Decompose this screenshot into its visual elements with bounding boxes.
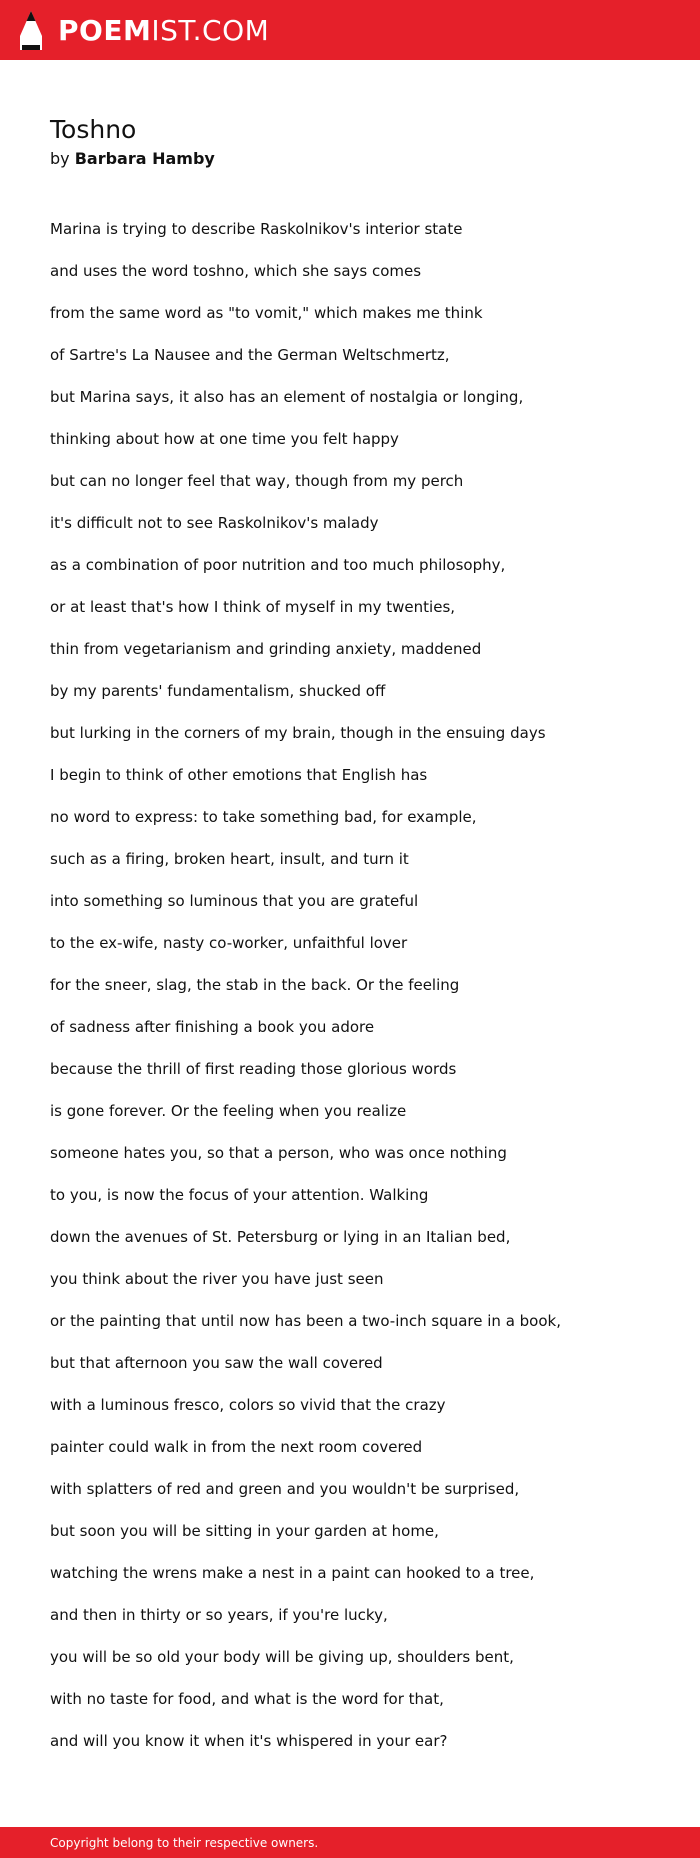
- poem-line: by my parents' fundamentalism, shucked off: [50, 682, 386, 700]
- poem-line: but can no longer feel that way, though from my perch: [50, 472, 464, 490]
- poem-line: but that afternoon you saw the wall covered: [50, 1354, 383, 1372]
- poem-line: watching the wrens make a nest in a paint can hooked to a tree,: [50, 1564, 535, 1582]
- poem-line: with a luminous fresco, colors so vivid that the crazy: [50, 1396, 446, 1414]
- poem-title: Toshno: [50, 115, 137, 144]
- poem-line: you will be so old your body will be giving up, shoulders bent,: [50, 1648, 514, 1666]
- copyright-text: Copyright belong to their respective owners.: [50, 1836, 319, 1850]
- poem-line: such as a firing, broken heart, insult, and turn it: [50, 850, 409, 868]
- logo-bold-text: POEM: [58, 14, 152, 47]
- logo-rest-text: IST.COM: [151, 14, 270, 47]
- poem-line: thin from vegetarianism and grinding anxiety, maddened: [50, 640, 482, 658]
- poem-line: or the painting that until now has been a two-inch square in a book,: [50, 1312, 561, 1330]
- poem-line: to you, is now the focus of your attention. Walking: [50, 1186, 429, 1204]
- poem-line: it's difficult not to see Raskolnikov's malady: [50, 514, 379, 532]
- by-label: by: [50, 149, 70, 168]
- poem-line: of sadness after finishing a book you adore: [50, 1018, 375, 1036]
- poem-line: down the avenues of St. Petersburg or lying in an Italian bed,: [50, 1228, 511, 1246]
- poem-line: Marina is trying to describe Raskolnikov's interior state: [50, 220, 463, 238]
- site-logo-link[interactable]: [18, 10, 269, 52]
- poem-line: or at least that's how I think of myself in my twenties,: [50, 598, 456, 616]
- poem-line: painter could walk in from the next room covered: [50, 1438, 423, 1456]
- pencil-icon: [18, 10, 44, 52]
- poem-line: with splatters of red and green and you wouldn't be surprised,: [50, 1480, 520, 1498]
- poem-line: I begin to think of other emotions that English has: [50, 766, 428, 784]
- poem-line: from the same word as "to vomit," which makes me think: [50, 304, 483, 322]
- site-footer: [0, 1827, 700, 1858]
- poem-line: to the ex-wife, nasty co-worker, unfaithful lover: [50, 934, 408, 952]
- site-logo-text: [58, 14, 270, 47]
- poem-line: but soon you will be sitting in your garden at home,: [50, 1522, 439, 1540]
- poem-line: is gone forever. Or the feeling when you realize: [50, 1102, 407, 1120]
- author-link[interactable]: Barbara Hamby: [74, 149, 215, 168]
- poem-line: for the sneer, slag, the stab in the back. Or the feeling: [50, 976, 460, 994]
- poem-line: but Marina says, it also has an element of nostalgia or longing,: [50, 388, 524, 406]
- poem-line: as a combination of poor nutrition and too much philosophy,: [50, 556, 506, 574]
- poem-line: of Sartre's La Nausee and the German Weltschmertz,: [50, 346, 450, 364]
- poem-body: [50, 215, 660, 1769]
- poem-heading: [50, 112, 650, 170]
- poem-line: someone hates you, so that a person, who was once nothing: [50, 1144, 507, 1162]
- poem-line: and uses the word toshno, which she says comes: [50, 262, 422, 280]
- poem-line: and then in thirty or so years, if you're lucky,: [50, 1606, 388, 1624]
- poem-line: and will you know it when it's whispered in your ear?: [50, 1732, 448, 1750]
- site-header: [0, 0, 700, 60]
- poem-byline: [50, 148, 650, 170]
- poem-line: no word to express: to take something bad, for example,: [50, 808, 477, 826]
- poem-line: you think about the river you have just seen: [50, 1270, 384, 1288]
- poem-line: thinking about how at one time you felt happy: [50, 430, 399, 448]
- poem-line: because the thrill of first reading those glorious words: [50, 1060, 457, 1078]
- poem-line: into something so luminous that you are grateful: [50, 892, 419, 910]
- poem-line: but lurking in the corners of my brain, though in the ensuing days: [50, 724, 546, 742]
- poem-line: with no taste for food, and what is the word for that,: [50, 1690, 444, 1708]
